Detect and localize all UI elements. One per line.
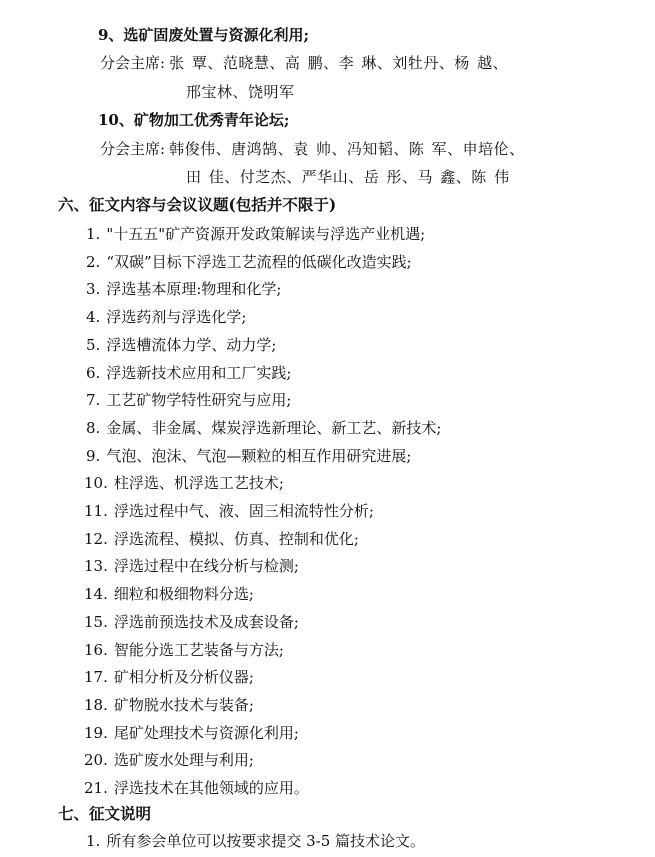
- list-item-text: 细粒和极细物料分选;: [113, 585, 254, 604]
- list-item-number: 3.: [86, 280, 101, 299]
- list-item: [84, 556, 299, 576]
- chair-names: 邢宝林、饶明军: [186, 83, 295, 101]
- list-item-number: 8.: [86, 418, 101, 437]
- list-item: [84, 473, 284, 493]
- list-item-number: 1.: [86, 832, 101, 850]
- list-item: [84, 750, 254, 770]
- list-item-text: 浮选药剂与浮选化学;: [106, 308, 247, 327]
- list-item-text: 浮选技术在其他领域的应用。: [113, 779, 309, 797]
- list-item: [86, 279, 281, 299]
- list-item: [84, 640, 284, 660]
- list-item-number: 20.: [84, 751, 108, 770]
- list-item-number: 11.: [84, 502, 108, 520]
- list-item-number: 9.: [86, 446, 101, 465]
- list-item-number: 14.: [84, 585, 108, 604]
- list-item-text: "十五五"矿产资源开发政策解读与浮选产业机遇;: [106, 225, 426, 243]
- section-7-heading: 七、征文说明: [58, 804, 152, 823]
- list-item: [84, 667, 254, 687]
- list-item-number: 13.: [84, 557, 108, 576]
- list-item: [84, 778, 309, 798]
- chair-label: 分会主席:: [100, 140, 166, 158]
- list-item: [86, 363, 291, 383]
- forum-9-title: 9、选矿固废处置与资源化利用;: [98, 26, 309, 44]
- list-item-number: 19.: [84, 723, 108, 742]
- list-item-text: 矿相分析及分析仪器;: [113, 668, 254, 687]
- list-item: [86, 307, 246, 327]
- list-item: [86, 418, 441, 438]
- list-item-text: 金属、非金属、煤炭浮选新理论、新工艺、新技术;: [106, 418, 442, 437]
- list-item-number: 6.: [86, 363, 101, 382]
- list-item-text: 浮选前预选技术及成套设备;: [113, 612, 299, 631]
- list-item-text: 尾矿处理技术与资源化利用;: [113, 723, 299, 742]
- chair-names: 韩俊伟、唐鸿鹄、袁 帅、冯知韬、陈 军、申培伦、: [169, 140, 525, 158]
- list-item: [84, 695, 254, 715]
- list-item-text: 工艺矿物学特性研究与应用;: [106, 391, 292, 410]
- list-item-text: 浮选基本原理:物理和化学;: [106, 280, 282, 299]
- list-item-number: 7.: [86, 391, 101, 410]
- list-item-text: 浮选过程中在线分析与检测;: [113, 557, 299, 576]
- list-item: [86, 335, 276, 355]
- list-item-text: 浮选槽流体力学、动力学;: [106, 335, 277, 354]
- forum-10-chairs-line-1: [100, 139, 525, 159]
- list-item: [86, 446, 411, 466]
- list-item-text: 所有参会单位可以按要求提交 3-5 篇技术论文。: [106, 832, 426, 850]
- list-item: [84, 501, 374, 521]
- list-item-number: 10.: [84, 474, 108, 493]
- list-item-number: 17.: [84, 668, 108, 687]
- list-item-text: 浮选过程中气、液、固三相流特性分析;: [113, 502, 374, 520]
- list-item: [84, 723, 299, 743]
- chair-names: 田 佳、付芝杰、严华山、岳 彤、马 鑫、陈 伟: [186, 168, 510, 186]
- forum-9-chairs-line-2: [186, 82, 295, 102]
- list-item: [84, 612, 299, 632]
- list-item-text: “双碳”目标下浮选工艺流程的低碳化改造实践;: [106, 252, 412, 271]
- chair-names: 张 覃、范晓慧、高 鹏、李 琳、刘牡丹、杨 越、: [169, 54, 509, 72]
- list-item: [86, 224, 425, 244]
- list-item-text: 矿物脱水技术与装备;: [113, 695, 254, 714]
- list-item-number: 2.: [86, 252, 101, 271]
- list-item-number: 12.: [84, 529, 108, 548]
- list-item-number: 5.: [86, 335, 101, 354]
- list-item-text: 智能分选工艺装备与方法;: [113, 640, 284, 659]
- list-item-text: 选矿废水处理与利用;: [113, 751, 254, 770]
- list-item-number: 21.: [84, 779, 108, 797]
- list-item-text: 浮选流程、模拟、仿真、控制和优化;: [113, 529, 359, 548]
- list-item: [86, 390, 291, 410]
- forum-10-chairs-line-2: [186, 167, 510, 187]
- forum-10-title: 10、矿物加工优秀青年论坛;: [98, 111, 290, 129]
- list-item-number: 15.: [84, 612, 108, 631]
- forum-9-chairs-line-1: [100, 53, 508, 73]
- list-item-number: 1.: [86, 225, 101, 243]
- section-6-heading: 六、征文内容与会议议题(包括并不限于): [58, 195, 337, 214]
- chair-label: 分会主席:: [100, 54, 166, 72]
- list-item: [84, 529, 359, 549]
- list-item: [86, 252, 412, 272]
- list-item-number: 4.: [86, 308, 101, 327]
- list-item-number: 16.: [84, 640, 108, 659]
- list-item: [86, 831, 425, 851]
- list-item-text: 柱浮选、机浮选工艺技术;: [113, 474, 284, 493]
- list-item-text: 气泡、泡沫、气泡—颗粒的相互作用研究进展;: [106, 446, 412, 465]
- list-item-text: 浮选新技术应用和工厂实践;: [106, 363, 292, 382]
- list-item-number: 18.: [84, 695, 108, 714]
- list-item: [84, 584, 254, 604]
